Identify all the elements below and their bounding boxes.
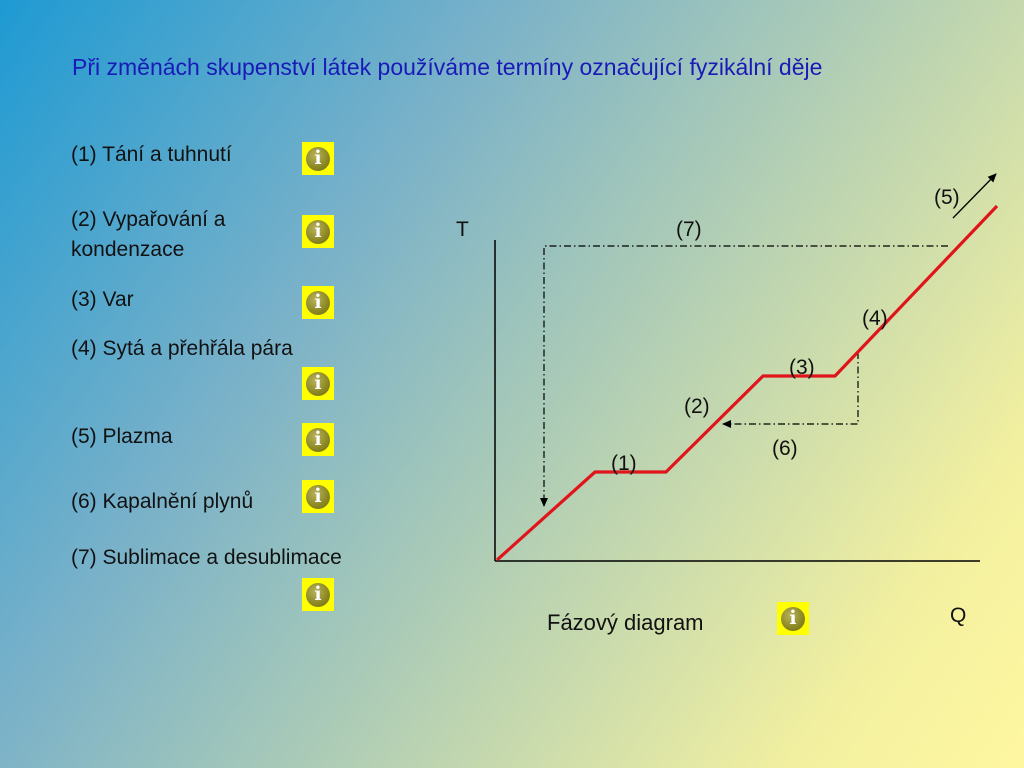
segment-label-6: (6)	[772, 437, 798, 460]
info-icon: i	[781, 607, 805, 631]
info-icon: i	[306, 372, 330, 396]
info-icon: i	[306, 291, 330, 315]
item-evaporation-label: (2) Vypařování a kondenzace	[71, 208, 226, 261]
info-icon: i	[306, 147, 330, 171]
segment-label-2: (2)	[684, 395, 710, 418]
axis-x-label: Q	[950, 604, 967, 627]
item-vapor-label: (4) Sytá a přehřála pára	[71, 337, 293, 360]
diagram-caption: Fázový diagram	[547, 610, 704, 635]
item-boiling-label: (3) Var	[71, 288, 134, 311]
segment-label-7: (7)	[676, 218, 702, 241]
page-title: Při změnách skupenství látek používáme termíny označující fyzikální děje	[72, 54, 823, 80]
info-button-phase-diagram[interactable]	[777, 602, 809, 635]
info-icon: i	[306, 428, 330, 452]
item-gas-liquefaction-label: (6) Kapalnění plynů	[71, 490, 254, 513]
info-icon: i	[306, 220, 330, 244]
heating-curve	[497, 206, 997, 560]
sublimation-path	[544, 246, 948, 506]
segment-label-5: (5)	[934, 186, 960, 209]
segment-label-4: (4)	[862, 307, 888, 330]
axis-y-label: T	[456, 218, 469, 241]
info-icon: i	[306, 485, 330, 509]
segment-label-3: (3)	[789, 356, 815, 379]
segment-label-1: (1)	[611, 452, 637, 475]
info-icon: i	[306, 583, 330, 607]
item-melting-label: (1) Tání a tuhnutí	[71, 143, 232, 166]
item-plasma-label: (5) Plazma	[71, 425, 173, 448]
item-sublimation-label: (7) Sublimace a desublimace	[71, 546, 342, 569]
